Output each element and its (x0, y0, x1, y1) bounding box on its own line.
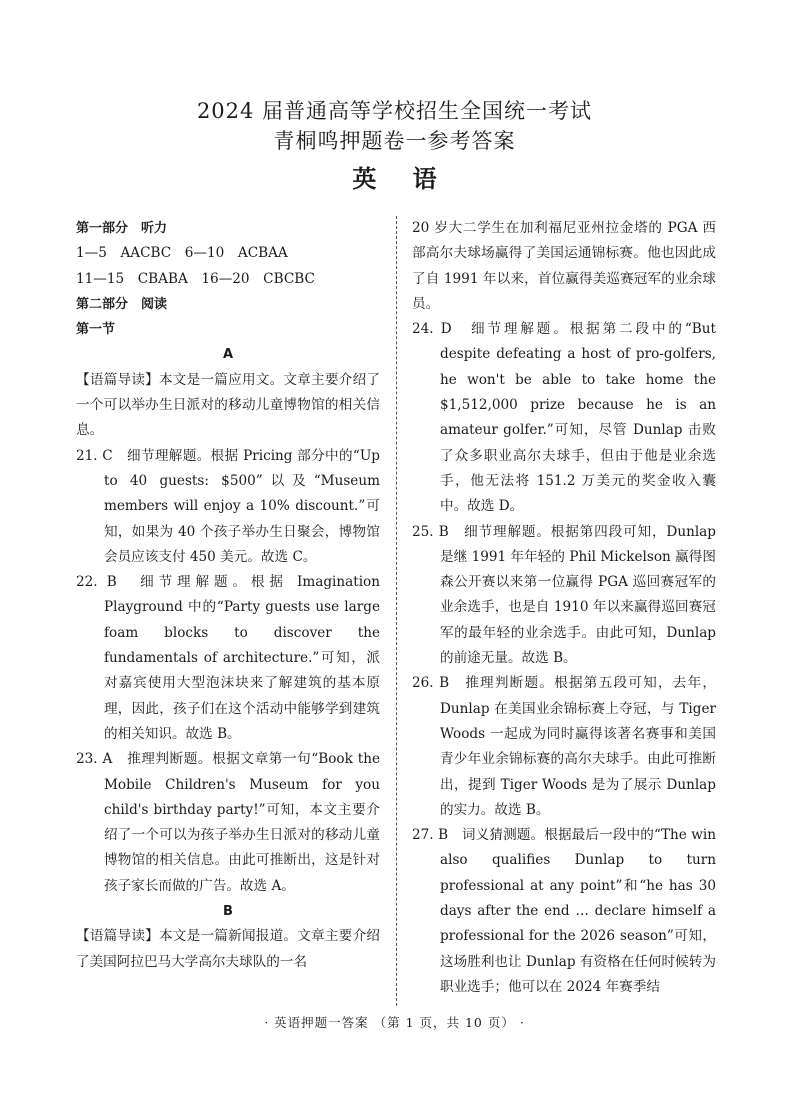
page-header (0, 96, 789, 194)
part1-heading: 第一部分 听力 (76, 221, 168, 236)
column-divider (396, 216, 397, 1006)
answer-21: 21. C 细节理解题。根据 Pricing 部分中的“Up to 40 guests: $500”以及“Museum members will enjoy a 10% discount.”可知，如果为 40 个孩子举办生日聚会，博物馆会员应该支付 450 美元。故选 C。 (76, 447, 380, 565)
answer-27: 27. B 词义猜测题。根据最后一段中的“The win also qualifies Dunlap to turn professional at any point”和“he has 30 days after the end … declare himself a professional for the 2026 season”可知，这场胜利也让 Dunlap 有资格在任何时候转为职业选手；他可以在 2024 年赛季结 (412, 827, 716, 995)
listening-answers-2: 11—15 CBABA 16—20 CBCBC (76, 270, 315, 287)
passage-b-intro: 【语篇导读】本文是一篇新闻报道。文章主要介绍了美国阿拉巴马大学高尔夫球队的一名 (76, 928, 380, 970)
page-footer: · 英语押题一答案 （第 1 页，共 10 页） · (264, 1015, 525, 1030)
left-column (76, 216, 380, 975)
passage-b-heading: B (223, 904, 233, 920)
exam-subtitle: 青桐鸣押题卷一参考答案 (273, 129, 516, 153)
passage-b-intro-continued: 20 岁大二学生在加利福尼亚州拉金塔的 PGA 西部高尔夫球场赢得了美国运通锦标赛。他也因此成了自 1991 年以来，首位赢得美巡赛冠军的业余球员。 (412, 220, 716, 312)
passage-a-heading: A (222, 347, 234, 363)
part2-heading: 第二部分 阅读 (76, 296, 168, 312)
subject-title: 英 语 (352, 165, 451, 193)
section1-heading: 第一节 (76, 322, 116, 338)
answer-24: 24. D 细节理解题。根据第二段中的“But despite defeating a host of pro-golfers, he won't be able to take home the $1,512,000 prize because he is an amateur golfer.”可知，尽管 Dunlap 击败了众多职业高尔夫球手，但由于他是业余选手，他无法将 151.2 万美元的奖金收入囊中。故选 D。 (412, 321, 716, 515)
passage-a-intro: 【语篇导读】本文是一篇应用文。文章主要介绍了一个可以举办生日派对的移动儿童博物馆的相关信息。 (76, 371, 380, 439)
answer-26: 26. B 推理判断题。根据第五段可知，去年，Dunlap 在美国业余锦标赛上夺冠，与 Tiger Woods 一起成为同时赢得该著名赛事和美国青少年业余锦标赛的高尔夫球手。由此可推断出，提到 Tiger Woods 是为了展示 Dunlap 的实力。故选 B。 (412, 675, 716, 818)
answer-25: 25. B 细节理解题。根据第四段可知，Dunlap 是继 1991 年年轻的 Phil Mickelson 赢得图森公开赛以来第一位赢得 PGA 巡回赛冠军的业余选手，也是自 1910 年以来赢得巡回赛冠军的最年轻的业余选手。由此可知，Dunlap 的前途无量。故选 B。 (412, 523, 716, 667)
right-column (412, 216, 716, 1000)
answer-23: 23. A 推理判断题。根据文章第一句“Book the Mobile Children's Museum for you child's birthday party!”可知，本文主要介绍了一个可以为孩子举办生日派对的移动儿童博物馆的相关信息。由此可推断出，这是针对孩子家长而做的广告。故选 A。 (76, 751, 380, 894)
exam-title: 2024 届普通高等学校招生全国统一考试 (196, 99, 593, 123)
answer-22: 22. B 细节理解题。根据 Imagination Playground 中的“Party guests use large foam blocks to discover the fundamentals of architecture.”可知，派对嘉宾使用大型泡沫块来了解建筑的基本原理，因此，孩子们在这个活动中能够学到建筑的相关知识。故选 B。 (76, 574, 380, 742)
listening-answers-1: 1—5 AACBC 6—10 ACBAA (76, 245, 288, 262)
